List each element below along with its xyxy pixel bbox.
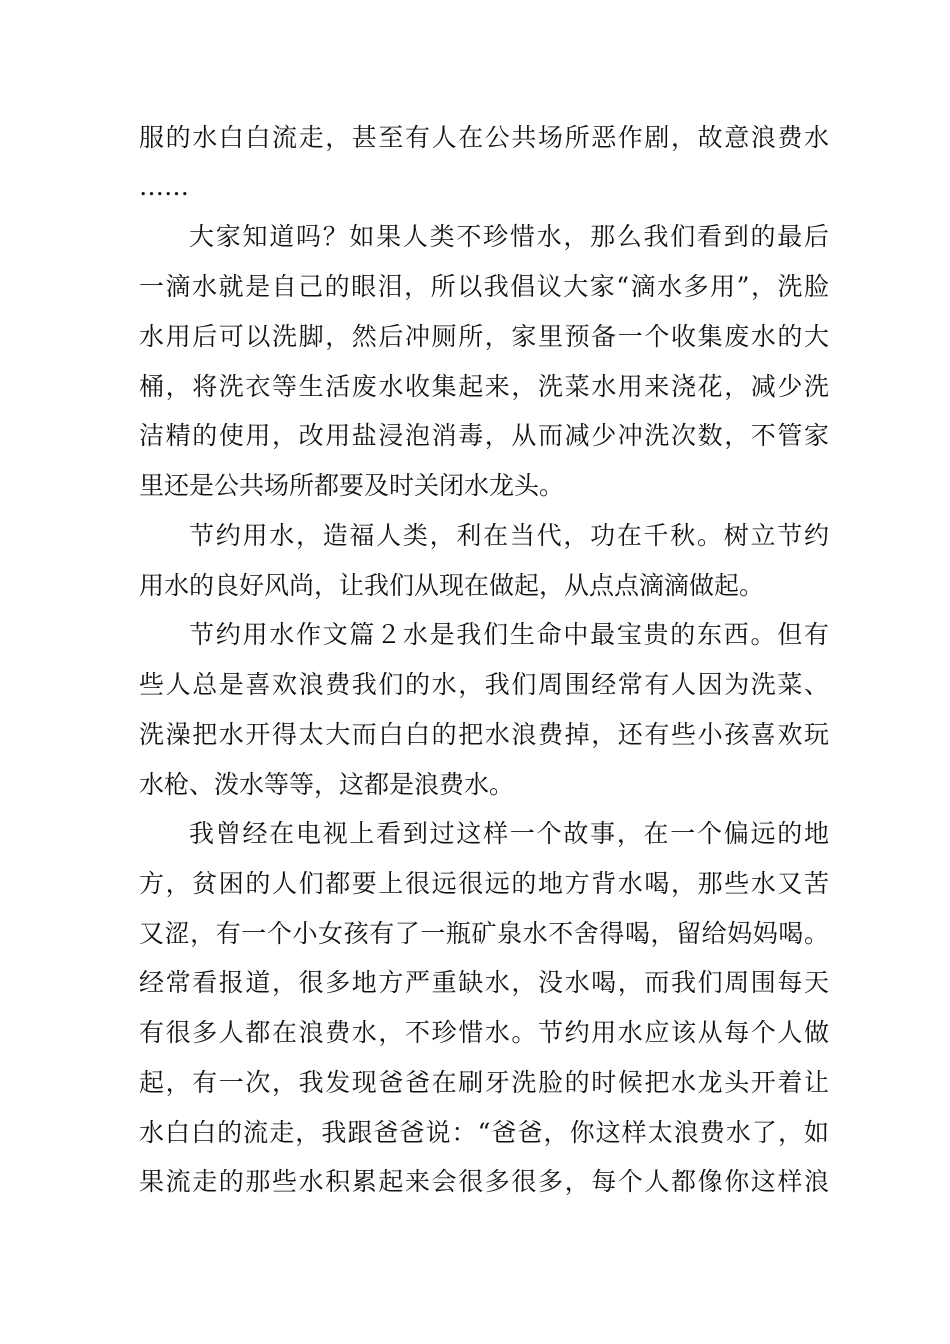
text-line: 些人总是喜欢浪费我们的水，我们周围经常有人因为洗菜、 bbox=[139, 670, 829, 699]
text-line: 洗澡把水开得太大而白白的把水浪费掉，还有些小孩喜欢玩 bbox=[139, 720, 829, 749]
text-line: 有很多人都在浪费水，不珍惜水。节约用水应该从每个人做 bbox=[139, 1018, 829, 1047]
text-line: 经常看报道，很多地方严重缺水，没水喝，而我们周围每天 bbox=[139, 968, 829, 997]
text-line: 起，有一次，我发现爸爸在刷牙洗脸的时候把水龙头开着让 bbox=[139, 1068, 829, 1097]
text-line: 水用后可以洗脚，然后冲厕所，家里预备一个收集废水的大 bbox=[139, 322, 829, 351]
paragraph-first-line: 我曾经在电视上看到过这样一个故事，在一个偏远的地 bbox=[189, 819, 829, 848]
text-line: 一滴水就是自己的眼泪，所以我倡议大家“滴水多用”，洗脸 bbox=[139, 272, 829, 301]
paragraph-first-line: 节约用水，造福人类，利在当代，功在千秋。树立节约 bbox=[189, 521, 829, 550]
text-line: 里还是公共场所都要及时关闭水龙头。 bbox=[139, 471, 565, 500]
text-line: 方，贫困的人们都要上很远很远的地方背水喝，那些水又苦 bbox=[139, 869, 829, 898]
text-line: 用水的良好风尚，让我们从现在做起，从点点滴滴做起。 bbox=[139, 571, 765, 600]
text-line: 果流走的那些水积累起来会很多很多，每个人都像你这样浪 bbox=[139, 1167, 829, 1196]
text-line: 又涩，有一个小女孩有了一瓶矿泉水不舍得喝，留给妈妈喝。 bbox=[139, 919, 829, 948]
text-line: 桶，将洗衣等生活废水收集起来，洗菜水用来浇花，减少洗 bbox=[139, 372, 829, 401]
text-line: 水枪、泼水等等，这都是浪费水。 bbox=[139, 770, 515, 799]
text-line: 洁精的使用，改用盐浸泡消毒，从而减少冲洗次数，不管家 bbox=[139, 421, 829, 450]
text-line: 服的水白白流走，甚至有人在公共场所恶作剧，故意浪费水 bbox=[139, 123, 829, 152]
text-line: …… bbox=[139, 172, 189, 201]
paragraph-first-line: 大家知道吗？如果人类不珍惜水，那么我们看到的最后 bbox=[189, 222, 829, 251]
paragraph-first-line: 节约用水作文篇２水是我们生命中最宝贵的东西。但有 bbox=[189, 620, 829, 649]
text-line: 水白白的流走，我跟爸爸说：“爸爸，你这样太浪费水了，如 bbox=[139, 1118, 829, 1147]
